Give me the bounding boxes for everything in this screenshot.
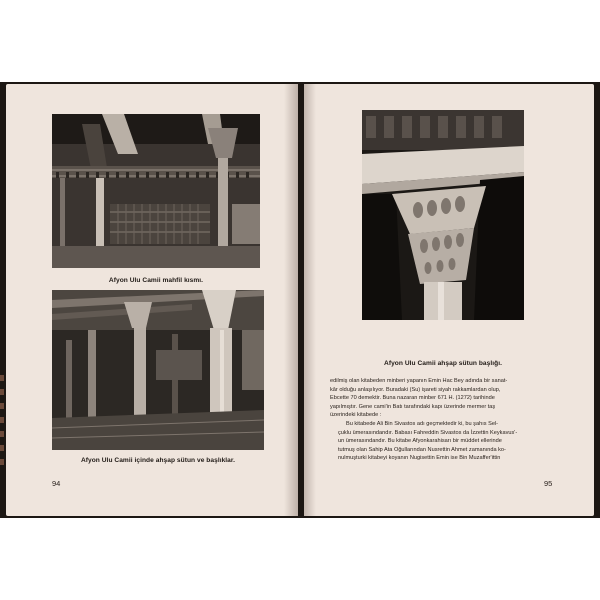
text-line: tutmuş olan Sahip Ata Oğullarından Nusrettin Ahmet zamanında ko-	[338, 446, 506, 453]
gutter-shadow	[284, 84, 298, 516]
text-line: üzerindeki kitabede :	[330, 412, 382, 419]
page-edge-marks	[0, 375, 6, 495]
right-page	[304, 84, 594, 516]
text-line: un ümerasındandır. Bu kitabe Afyonkarahisarı bir müddet ellerinde	[338, 438, 502, 445]
photo-caption-columns: Afyon Ulu Camii içinde ahşap sütun ve başlıklar.	[80, 457, 236, 464]
page-number: 94	[52, 479, 61, 488]
open-book	[0, 82, 600, 518]
gutter-shadow	[304, 84, 316, 516]
text-line: Ebcette 70 demektir. Buna nazaran minber 671 H. (1272) tarihinde	[330, 395, 495, 402]
photo-mahfil	[52, 114, 260, 268]
text-line: çuklu ümerasındandır. Babası Fahreddin Sivastos da İzzettin Keykavus'-	[338, 429, 518, 436]
text-line: nulmuşturki kitabeyi koyanın Nugisettin Emin ise Bin Muzaffer'ittin	[338, 455, 501, 462]
body-text	[330, 377, 556, 463]
text-line: yapılmıştır. Gene cami'in Batı tarafındaki kapı üzerinde mermer taş	[330, 403, 496, 410]
left-page	[6, 84, 298, 516]
photo-caption-mahfil: Afyon Ulu Camii mahfil kısmı.	[108, 277, 204, 284]
paragraph-1	[330, 377, 556, 420]
page-number: 95	[544, 479, 553, 488]
text-line: edilmiş olan kitabeden minberi yapanın Emin Hac Bey adında bir sanat-	[330, 378, 508, 384]
text-line: kâr olduğu anlaşılıyor. Buradaki (Su) işareti siyah rakkamlardan olup,	[330, 386, 501, 393]
photo-columns	[52, 290, 264, 450]
photo-capital	[362, 110, 524, 320]
photo-caption-capital: Afyon Ulu Camii ahşap sütun başlığı.	[384, 360, 502, 367]
text-line: Bu kitabede Ali Bin Sivastos adı geçmektedir ki, bu şahıs Sel-	[346, 420, 499, 427]
paragraph-2	[330, 420, 556, 463]
